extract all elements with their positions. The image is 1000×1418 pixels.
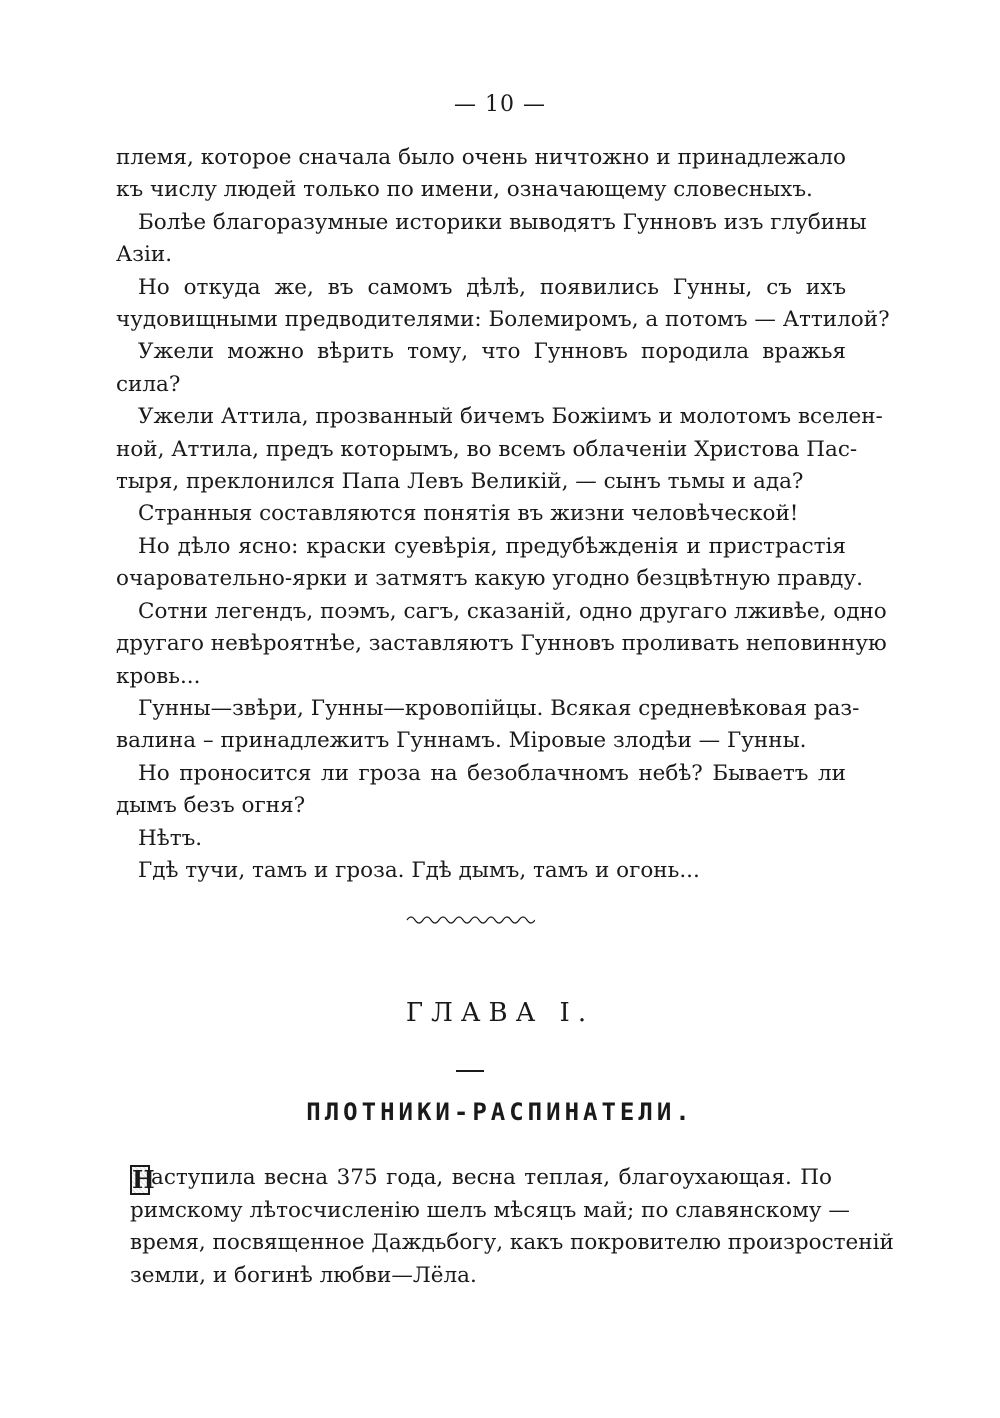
text-line: Сотни легендъ, поэмъ, сагъ, сказаній, одно другаго лживѣе, одно — [138, 598, 887, 624]
chapter-text-line: римскому лѣтосчисленію шелъ мѣсяцъ май; по славянскому — — [130, 1198, 850, 1223]
text-line: ной, Аттила, предъ которымъ, во всемъ облаченіи Христова Пас- — [116, 436, 858, 462]
ornament-divider — [405, 908, 535, 928]
chapter-text — [130, 1162, 894, 1292]
text-line: чудовищными предводителями: Болемиромъ, а потомъ — Аттилой? — [116, 307, 890, 333]
text-line: Но откуда же, въ самомъ дѣлѣ, появились Гунны, съ ихъ — [138, 274, 846, 300]
text-line: Гунны—звѣри, Гунны—кровопійцы. Всякая средневѣковая раз- — [138, 695, 860, 721]
text-line: другаго невѣроятнѣе, заставляютъ Гунновъ проливать неповинную — [116, 631, 887, 657]
text-line: очаровательно-ярки и затмятъ какую угодно безцвѣтную правду. — [116, 566, 863, 592]
page-number: — 10 — — [454, 92, 546, 117]
text-line: тыря, преклонился Папа Левъ Великій, — сынъ тьмы и ада? — [116, 469, 804, 495]
text-line: Странныя составляются понятія въ жизни человѣческой! — [138, 501, 799, 527]
text-line: валина – принадлежитъ Гуннамъ. Міровые злодѣи — Гунны. — [116, 728, 807, 754]
chapter-first-line-text: аступила весна 375 года, весна теплая, благоухающая. По — [151, 1165, 832, 1190]
chapter-rule — [456, 1070, 484, 1072]
text-line: Но дѣло ясно: краски суевѣрія, предубѣжденія и пристрастія — [138, 533, 846, 559]
text-line: Нѣтъ. — [138, 825, 203, 851]
text-line: сила? — [116, 371, 181, 397]
text-line: Азіи. — [116, 242, 173, 268]
chapter-title: ГЛАВА I. — [405, 998, 595, 1028]
text-line: Болѣе благоразумные историки выводятъ Гунновъ изъ глубины — [138, 209, 867, 235]
text-line: къ числу людей только по имени, означающему словесныхъ. — [116, 177, 813, 203]
body-text — [116, 142, 890, 887]
text-line: кровь... — [116, 663, 201, 689]
text-line: Но проносится ли гроза на безоблачномъ небѣ? Бываетъ ли — [138, 760, 846, 786]
text-line: Ужели можно вѣрить тому, что Гунновъ породила вражья — [138, 339, 846, 365]
drop-cap: Н — [132, 1165, 155, 1194]
chapter-text-line: время, посвященное Даждьбогу, какъ покровителю произростеній — [130, 1230, 894, 1256]
text-line: Гдѣ тучи, тамъ и гроза. Гдѣ дымъ, тамъ и огонь... — [138, 857, 700, 883]
text-line: племя, которое сначала было очень ничтожно и принадлежало — [116, 145, 846, 170]
chapter-subtitle: ПЛОТНИКИ-РАСПИНАТЕЛИ. — [306, 1098, 694, 1126]
text-line: дымъ безъ огня? — [116, 793, 306, 819]
chapter-text-line — [130, 1162, 832, 1195]
text-line: Ужели Аттила, прозванный бичемъ Божіимъ и молотомъ вселен- — [138, 404, 883, 430]
chapter-text-line: земли, и богинѣ любви—Лёла. — [130, 1262, 477, 1288]
